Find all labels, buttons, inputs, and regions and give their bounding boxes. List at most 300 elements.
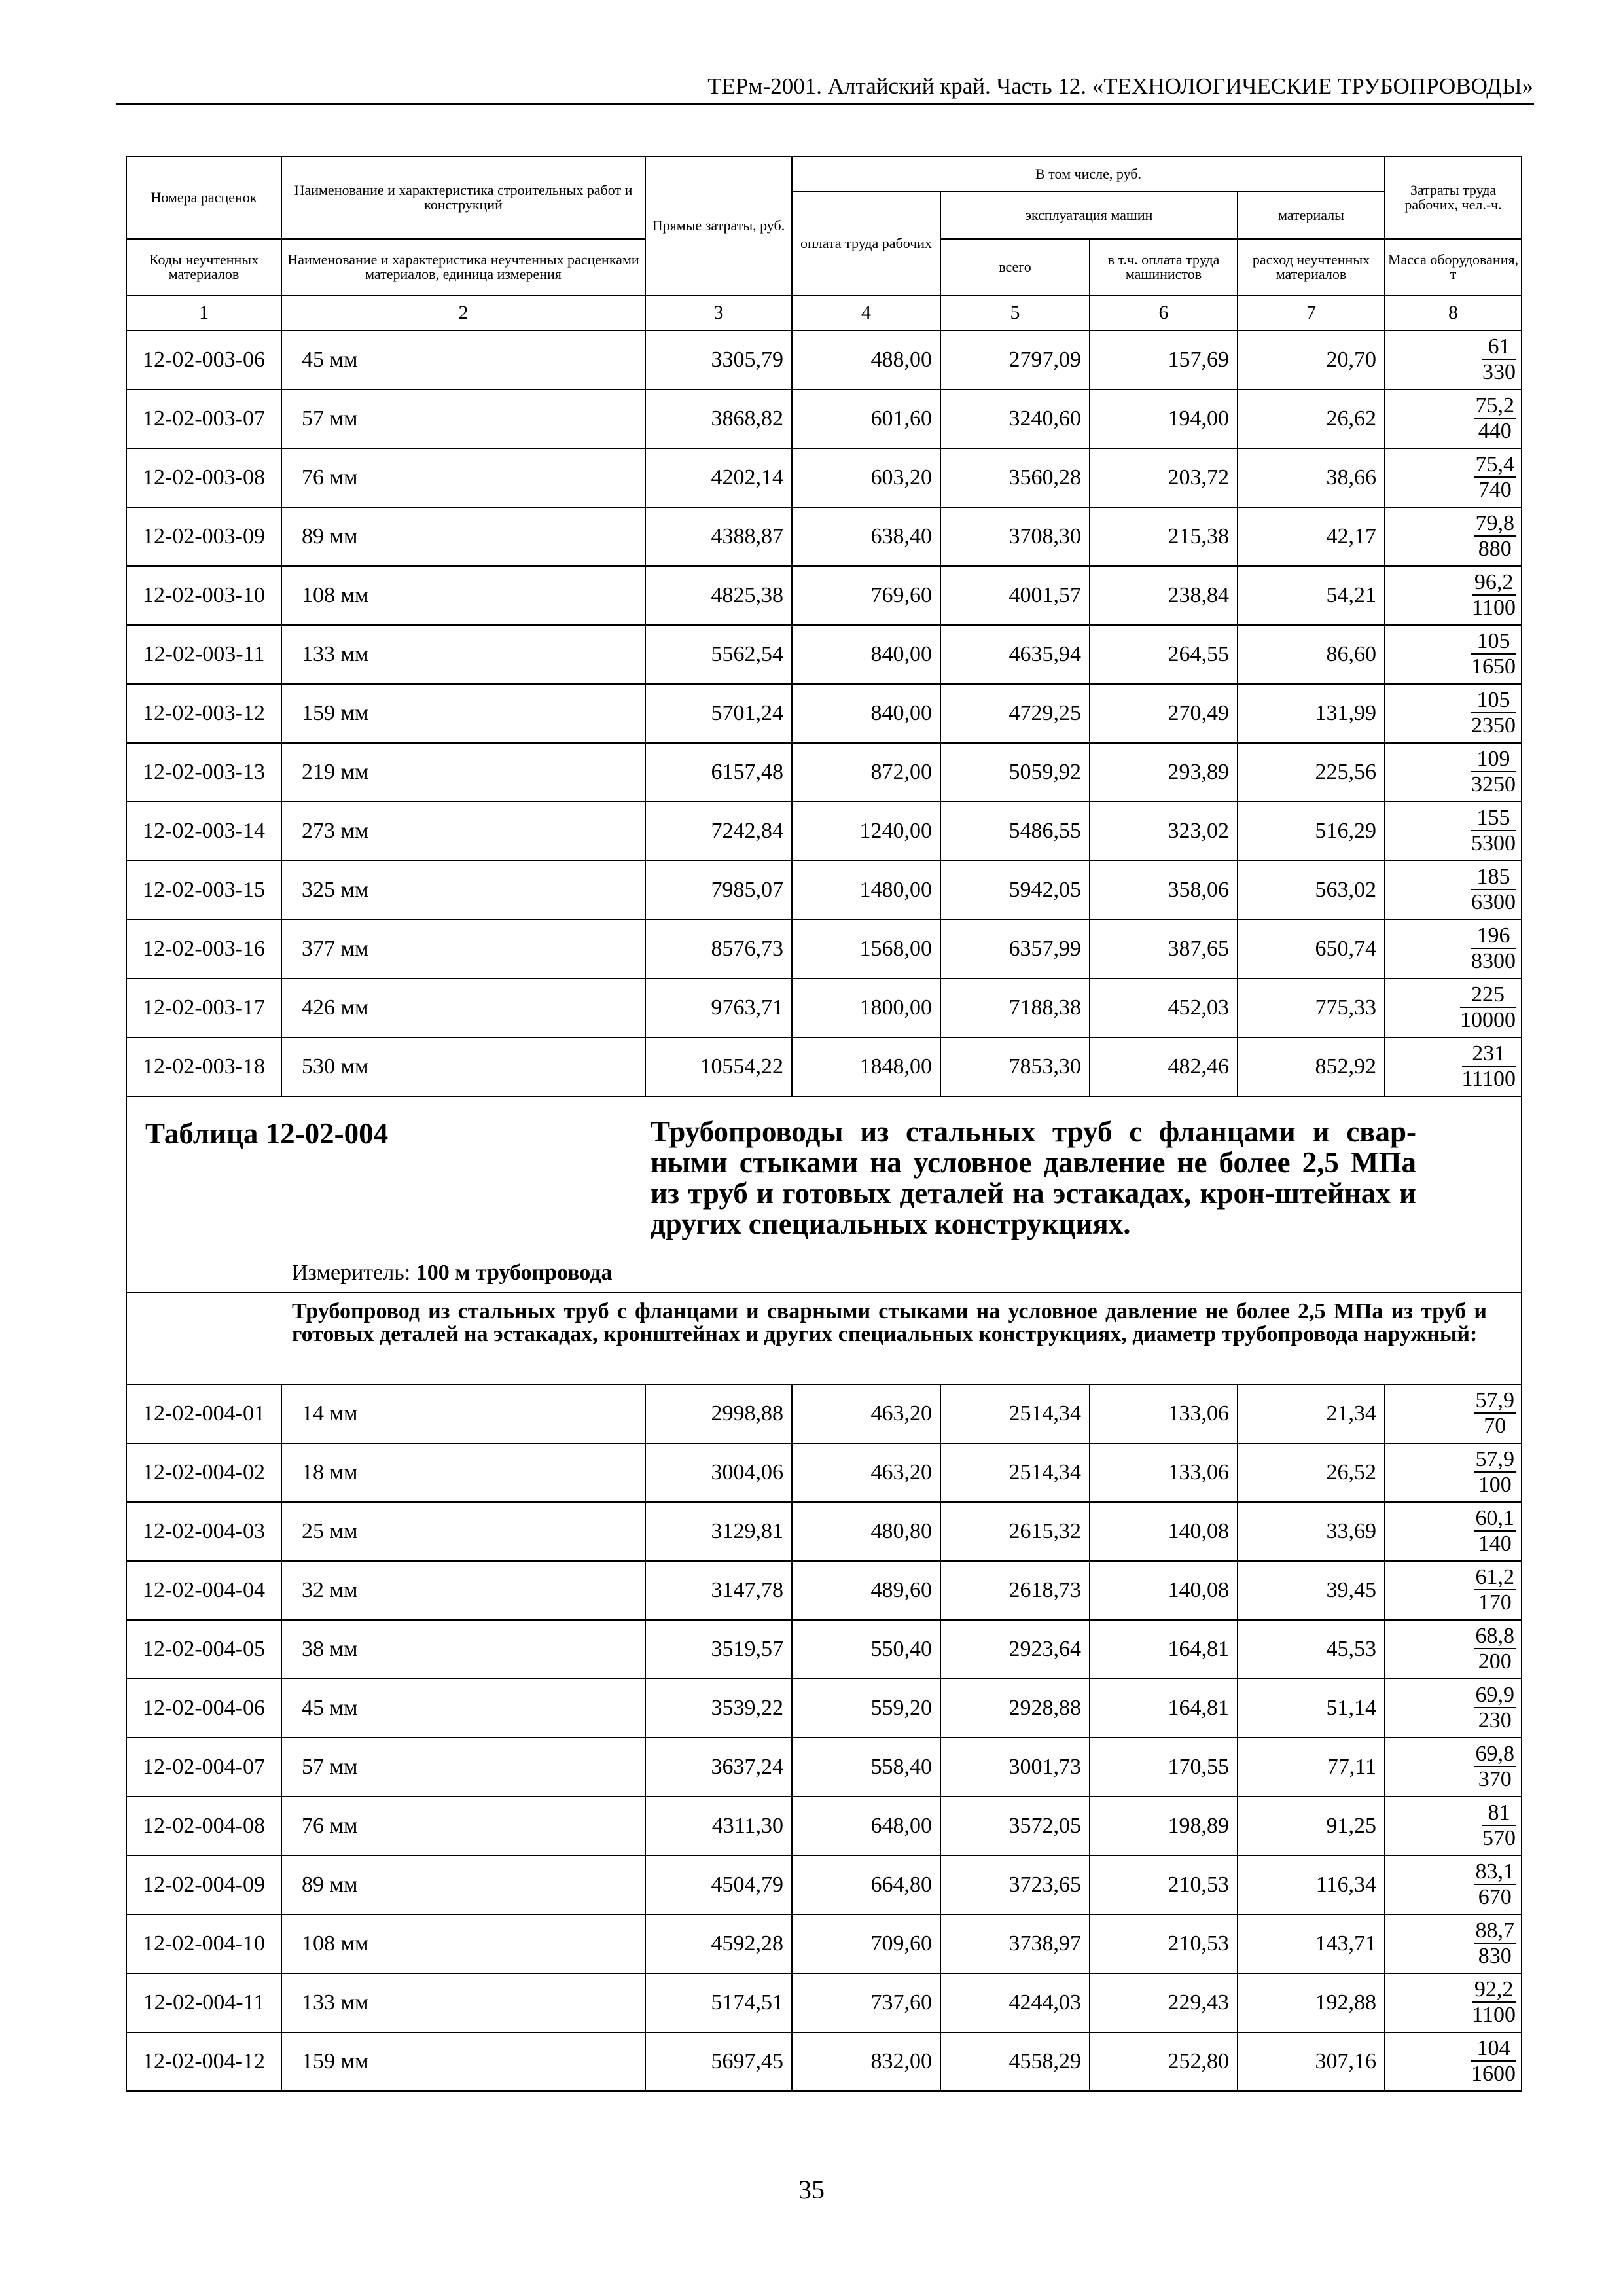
machine-total: 2514,34 [940, 1384, 1090, 1443]
rate-code: 12-02-004-02 [126, 1443, 281, 1502]
rate-code: 12-02-003-10 [126, 566, 281, 625]
machine-total: 3708,30 [940, 507, 1090, 566]
labor-mass-fraction [1385, 684, 1522, 743]
table-row [126, 1037, 1522, 1096]
labor-hours: 105 [1471, 689, 1516, 713]
machinist-wages: 140,08 [1090, 1561, 1238, 1620]
col2-header-bottom: Наименование и характеристика неучтенных расценками материалов, единица измерения [281, 239, 645, 295]
materials-cost: 42,17 [1238, 507, 1385, 566]
table-row [126, 1443, 1522, 1502]
equipment-mass: 1600 [1471, 2061, 1516, 2086]
column-number: 1 [126, 295, 281, 331]
table-row [126, 507, 1522, 566]
materials-cost: 38,66 [1238, 448, 1385, 507]
machinist-wages: 133,06 [1090, 1384, 1238, 1443]
machinist-wages: 215,38 [1090, 507, 1238, 566]
labor-wages: 603,20 [792, 448, 940, 507]
labor-hours: 109 [1471, 748, 1516, 772]
machinist-wages: 194,00 [1090, 389, 1238, 448]
labor-mass-fraction [1385, 1973, 1522, 2032]
table-row [126, 743, 1522, 802]
labor-mass-fraction [1385, 1738, 1522, 1797]
table-title: Трубопроводы из стальных труб с фланцами и свар-ными стыками на условное давление не более 2,5 МПа из труб и готовых деталей на эстакадах, крон-штейнах и других специальных конструкциях. [651, 1115, 1416, 1240]
labor-hours: 196 [1471, 925, 1516, 949]
work-name: 133 мм [281, 1973, 645, 2032]
machinist-wages: 164,81 [1090, 1679, 1238, 1738]
labor-mass-fraction [1385, 978, 1522, 1037]
machine-total: 2797,09 [940, 331, 1090, 389]
fraction [1471, 2037, 1516, 2085]
labor-hours: 61 [1482, 336, 1516, 360]
direct-costs: 9763,71 [645, 978, 792, 1037]
labor-hours: 81 [1482, 1802, 1516, 1826]
direct-costs: 3519,57 [645, 1620, 792, 1679]
equipment-mass: 2350 [1471, 713, 1516, 738]
direct-costs: 5701,24 [645, 684, 792, 743]
materials-cost: 225,56 [1238, 743, 1385, 802]
table-row [126, 2032, 1522, 2091]
rate-code: 12-02-004-04 [126, 1561, 281, 1620]
labor-wages: 463,20 [792, 1384, 940, 1443]
machine-total: 3723,65 [940, 1856, 1090, 1914]
labor-wages: 664,80 [792, 1856, 940, 1914]
direct-costs: 3147,78 [645, 1561, 792, 1620]
direct-costs: 3868,82 [645, 389, 792, 448]
materials-cost: 54,21 [1238, 566, 1385, 625]
materials-cost: 775,33 [1238, 978, 1385, 1037]
table-004-heading [126, 1096, 1522, 1293]
materials-cost: 77,11 [1238, 1738, 1385, 1797]
table-row [126, 448, 1522, 507]
materials-cost: 307,16 [1238, 2032, 1385, 2091]
fraction [1474, 1448, 1516, 1496]
materials-cost: 20,70 [1238, 331, 1385, 389]
fraction [1482, 1802, 1516, 1850]
table-description: Трубопровод из стальных труб с фланцами и сварными стыками на условное давление не более 2,5 МПа из труб и готовых деталей на эстакадах, кронштейнах и других специальных конструкциях, диаметр трубопровода наружный: [292, 1299, 1488, 1346]
table-row [126, 566, 1522, 625]
work-name: 32 мм [281, 1561, 645, 1620]
machine-total: 2615,32 [940, 1502, 1090, 1561]
column-number: 7 [1238, 295, 1385, 331]
work-name: 18 мм [281, 1443, 645, 1502]
column-number: 8 [1385, 295, 1522, 331]
equipment-mass: 200 [1478, 1649, 1512, 1674]
machine-total: 5942,05 [940, 861, 1090, 920]
materials-cost: 26,62 [1238, 389, 1385, 448]
running-header: ТЕРм-2001. Алтайский край. Часть 12. «ТЕХНОЛОГИЧЕСКИЕ ТРУБОПРОВОДЫ» [707, 73, 1533, 99]
labor-wages: 1480,00 [792, 861, 940, 920]
machinist-wages: 293,89 [1090, 743, 1238, 802]
machine-total: 3738,97 [940, 1914, 1090, 1973]
measure-unit [292, 1261, 613, 1285]
fraction [1474, 512, 1516, 560]
materials-cost: 91,25 [1238, 1797, 1385, 1856]
work-name: 89 мм [281, 1856, 645, 1914]
table-row [126, 1914, 1522, 1973]
labor-wages: 480,80 [792, 1502, 940, 1561]
materials-cost: 192,88 [1238, 1973, 1385, 2032]
direct-costs: 5697,45 [645, 2032, 792, 2091]
table-row [126, 1502, 1522, 1561]
labor-mass-fraction [1385, 1384, 1522, 1443]
labor-wages: 489,60 [792, 1561, 940, 1620]
equipment-mass: 140 [1478, 1531, 1512, 1556]
machinist-wages: 264,55 [1090, 625, 1238, 684]
labor-mass-fraction [1385, 1037, 1522, 1096]
direct-costs: 2998,88 [645, 1384, 792, 1443]
table-row [126, 920, 1522, 978]
materials-cost: 86,60 [1238, 625, 1385, 684]
machine-total: 3560,28 [940, 448, 1090, 507]
equipment-mass: 740 [1478, 477, 1512, 502]
fraction [1474, 1861, 1516, 1909]
col2-header-top: Наименование и характеристика строительных работ и конструкций [281, 156, 645, 239]
table-row [126, 1384, 1522, 1443]
labor-hours: 57,9 [1475, 1388, 1515, 1412]
work-name: 108 мм [281, 566, 645, 625]
column-number: 6 [1090, 295, 1238, 331]
labor-wages: 559,20 [792, 1679, 940, 1738]
labor-mass-fraction [1385, 920, 1522, 978]
machine-total: 3572,05 [940, 1797, 1090, 1856]
fraction [1472, 571, 1516, 619]
machine-total: 4729,25 [940, 684, 1090, 743]
work-name: 273 мм [281, 802, 645, 861]
measure-label: Измеритель: [292, 1261, 411, 1285]
table-row [126, 1561, 1522, 1620]
equipment-mass: 70 [1484, 1413, 1507, 1438]
machinist-wages: 210,53 [1090, 1856, 1238, 1914]
fraction [1474, 395, 1516, 442]
work-name: 38 мм [281, 1620, 645, 1679]
labor-mass-fraction [1385, 1679, 1522, 1738]
labor-mass-fraction [1385, 1856, 1522, 1914]
rate-code: 12-02-003-08 [126, 448, 281, 507]
rate-code: 12-02-004-05 [126, 1620, 281, 1679]
labor-mass-fraction [1385, 389, 1522, 448]
machine-total: 5059,92 [940, 743, 1090, 802]
table-row [126, 861, 1522, 920]
labor-mass-fraction [1385, 861, 1522, 920]
machinist-wages: 323,02 [1090, 802, 1238, 861]
table-label: Таблица 12-02-004 [145, 1117, 389, 1150]
fraction [1474, 1566, 1516, 1614]
machine-total: 4635,94 [940, 625, 1090, 684]
materials-cost: 650,74 [1238, 920, 1385, 978]
fraction [1471, 748, 1516, 796]
labor-hours: 60,1 [1475, 1505, 1515, 1530]
table-row [126, 1620, 1522, 1679]
labor-hours: 231 [1462, 1043, 1516, 1067]
fraction [1482, 336, 1516, 384]
labor-wages: 840,00 [792, 684, 940, 743]
equipment-mass: 170 [1478, 1590, 1512, 1615]
rate-code: 12-02-004-11 [126, 1973, 281, 2032]
work-name: 14 мм [281, 1384, 645, 1443]
labor-wages: 463,20 [792, 1443, 940, 1502]
work-name: 530 мм [281, 1037, 645, 1096]
direct-costs: 3129,81 [645, 1502, 792, 1561]
page-number: 35 [798, 2175, 825, 2204]
labor-wages: 638,40 [792, 507, 940, 566]
fraction [1471, 689, 1516, 737]
direct-costs: 4825,38 [645, 566, 792, 625]
table-row [126, 802, 1522, 861]
rate-code: 12-02-004-09 [126, 1856, 281, 1914]
machinist-wages: 270,49 [1090, 684, 1238, 743]
rate-code: 12-02-004-06 [126, 1679, 281, 1738]
machinist-wages: 238,84 [1090, 566, 1238, 625]
machinist-wages: 358,06 [1090, 861, 1238, 920]
table-row [126, 389, 1522, 448]
materials-cost: 143,71 [1238, 1914, 1385, 1973]
direct-costs: 3539,22 [645, 1679, 792, 1738]
labor-mass-fraction [1385, 448, 1522, 507]
machinist-wages: 252,80 [1090, 2032, 1238, 2091]
direct-costs: 4504,79 [645, 1856, 792, 1914]
fraction [1474, 1920, 1516, 1967]
labor-mass-fraction [1385, 1914, 1522, 1973]
table-row [126, 625, 1522, 684]
labor-wages: 488,00 [792, 331, 940, 389]
work-name: 377 мм [281, 920, 645, 978]
machine-total: 6357,99 [940, 920, 1090, 978]
table-row [126, 1797, 1522, 1856]
labor-hours: 185 [1471, 866, 1516, 890]
equipment-mass: 1650 [1471, 654, 1516, 679]
work-name: 325 мм [281, 861, 645, 920]
equipment-mass: 230 [1478, 1708, 1512, 1732]
rate-code: 12-02-003-14 [126, 802, 281, 861]
machinist-wages: 210,53 [1090, 1914, 1238, 1973]
materials-cost: 116,34 [1238, 1856, 1385, 1914]
fraction [1471, 630, 1516, 678]
materials-cost: 45,53 [1238, 1620, 1385, 1679]
rate-code: 12-02-003-17 [126, 978, 281, 1037]
col1-header-bottom: Коды неучтенных материалов [126, 239, 281, 295]
direct-costs: 4388,87 [645, 507, 792, 566]
measure-value: 100 м трубопровода [416, 1261, 613, 1285]
work-name: 76 мм [281, 448, 645, 507]
equipment-mass: 8300 [1471, 948, 1516, 973]
labor-wages: 840,00 [792, 625, 940, 684]
equipment-mass: 10000 [1460, 1007, 1516, 1032]
work-name: 108 мм [281, 1914, 645, 1973]
machine-total: 7188,38 [940, 978, 1090, 1037]
group-materials-header: материалы [1238, 192, 1385, 239]
labor-mass-fraction [1385, 2032, 1522, 2091]
table-004-description-row [126, 1293, 1522, 1384]
labor-wages: 769,60 [792, 566, 940, 625]
fraction [1474, 1507, 1516, 1555]
direct-costs: 5562,54 [645, 625, 792, 684]
materials-cost: 39,45 [1238, 1561, 1385, 1620]
labor-mass-fraction [1385, 802, 1522, 861]
table-004-description-cell [126, 1293, 1522, 1384]
rate-code: 12-02-003-13 [126, 743, 281, 802]
labor-wages: 550,40 [792, 1620, 940, 1679]
labor-wages: 1568,00 [792, 920, 940, 978]
rate-code: 12-02-003-06 [126, 331, 281, 389]
machine-total: 2514,34 [940, 1443, 1090, 1502]
table-row [126, 1973, 1522, 2032]
equipment-mass: 670 [1478, 1884, 1512, 1909]
labor-hours: 69,8 [1475, 1741, 1515, 1766]
equipment-mass: 440 [1478, 418, 1512, 443]
fraction [1460, 984, 1516, 1031]
labor-wages: 872,00 [792, 743, 940, 802]
fraction [1471, 807, 1516, 855]
materials-cost: 516,29 [1238, 802, 1385, 861]
col8-header-top: Затраты труда рабочих, чел.-ч. [1385, 156, 1522, 239]
labor-mass-fraction [1385, 507, 1522, 566]
direct-costs: 4592,28 [645, 1914, 792, 1973]
col3-header: Прямые затраты, руб. [645, 156, 792, 295]
machinist-wages: 164,81 [1090, 1620, 1238, 1679]
machine-total: 4244,03 [940, 1973, 1090, 2032]
rate-code: 12-02-003-18 [126, 1037, 281, 1096]
col4-header: оплата труда рабочих [792, 192, 940, 295]
fraction [1471, 866, 1516, 914]
materials-cost: 33,69 [1238, 1502, 1385, 1561]
labor-mass-fraction [1385, 566, 1522, 625]
table-row [126, 978, 1522, 1037]
column-number: 2 [281, 295, 645, 331]
machinist-wages: 482,46 [1090, 1037, 1238, 1096]
labor-wages: 709,60 [792, 1914, 940, 1973]
labor-hours: 96,2 [1472, 571, 1516, 596]
column-number: 3 [645, 295, 792, 331]
col7-header: расход неучтенных материалов [1238, 239, 1385, 295]
labor-hours: 104 [1471, 2037, 1516, 2062]
labor-wages: 648,00 [792, 1797, 940, 1856]
fraction [1472, 1979, 1516, 2026]
direct-costs: 4311,30 [645, 1797, 792, 1856]
work-name: 25 мм [281, 1502, 645, 1561]
machinist-wages: 133,06 [1090, 1443, 1238, 1502]
table-004-heading-row [126, 1096, 1522, 1293]
direct-costs: 3305,79 [645, 331, 792, 389]
rate-code: 12-02-003-07 [126, 389, 281, 448]
machinist-wages: 229,43 [1090, 1973, 1238, 2032]
labor-mass-fraction [1385, 1443, 1522, 1502]
rate-code: 12-02-004-08 [126, 1797, 281, 1856]
equipment-mass: 570 [1482, 1825, 1516, 1850]
work-name: 57 мм [281, 1738, 645, 1797]
col1-header-top: Номера расценок [126, 156, 281, 239]
machine-total: 2618,73 [940, 1561, 1090, 1620]
equipment-mass: 370 [1478, 1767, 1512, 1791]
work-name: 426 мм [281, 978, 645, 1037]
labor-hours: 57,9 [1475, 1446, 1515, 1471]
labor-hours: 88,7 [1475, 1918, 1515, 1943]
direct-costs: 4202,14 [645, 448, 792, 507]
machine-total: 5486,55 [940, 802, 1090, 861]
group-machines-header: эксплуатация машин [940, 192, 1238, 239]
fraction [1462, 1043, 1516, 1090]
machine-total: 3240,60 [940, 389, 1090, 448]
equipment-mass: 5300 [1471, 831, 1516, 855]
rate-code: 12-02-004-07 [126, 1738, 281, 1797]
direct-costs: 8576,73 [645, 920, 792, 978]
machinist-wages: 387,65 [1090, 920, 1238, 978]
machine-total: 4001,57 [940, 566, 1090, 625]
work-name: 133 мм [281, 625, 645, 684]
fraction [1474, 1743, 1516, 1791]
machinist-wages: 198,89 [1090, 1797, 1238, 1856]
labor-hours: 75,4 [1475, 452, 1515, 476]
machine-total: 3001,73 [940, 1738, 1090, 1797]
machinist-wages: 203,72 [1090, 448, 1238, 507]
labor-mass-fraction [1385, 1561, 1522, 1620]
materials-cost: 131,99 [1238, 684, 1385, 743]
col6-header: в т.ч. оплата труда машинистов [1090, 239, 1238, 295]
work-name: 57 мм [281, 389, 645, 448]
rate-code: 12-02-003-15 [126, 861, 281, 920]
labor-mass-fraction [1385, 743, 1522, 802]
labor-wages: 832,00 [792, 2032, 940, 2091]
machinist-wages: 170,55 [1090, 1738, 1238, 1797]
labor-hours: 105 [1471, 630, 1516, 655]
col8-header-bottom: Масса оборудования, т [1385, 239, 1522, 295]
labor-mass-fraction [1385, 1620, 1522, 1679]
table-row [126, 1738, 1522, 1797]
machine-total: 2928,88 [940, 1679, 1090, 1738]
equipment-mass: 1100 [1472, 2002, 1516, 2027]
equipment-mass: 830 [1478, 1943, 1512, 1968]
header-rule [116, 103, 1534, 105]
table-row [126, 1679, 1522, 1738]
equipment-mass: 330 [1482, 359, 1516, 384]
equipment-mass: 880 [1478, 536, 1512, 561]
equipment-mass: 1100 [1472, 595, 1516, 620]
labor-mass-fraction [1385, 331, 1522, 389]
materials-cost: 26,52 [1238, 1443, 1385, 1502]
labor-wages: 1800,00 [792, 978, 940, 1037]
labor-hours: 79,8 [1475, 511, 1515, 535]
labor-wages: 558,40 [792, 1738, 940, 1797]
equipment-mass: 11100 [1461, 1066, 1516, 1091]
labor-hours: 61,2 [1475, 1564, 1515, 1589]
labor-wages: 601,60 [792, 389, 940, 448]
work-name: 45 мм [281, 1679, 645, 1738]
table-row [126, 684, 1522, 743]
labor-mass-fraction [1385, 625, 1522, 684]
work-name: 159 мм [281, 2032, 645, 2091]
table-row [126, 331, 1522, 389]
direct-costs: 6157,48 [645, 743, 792, 802]
column-number: 5 [940, 295, 1090, 331]
machinist-wages: 140,08 [1090, 1502, 1238, 1561]
labor-hours: 225 [1460, 984, 1516, 1008]
materials-cost: 563,02 [1238, 861, 1385, 920]
machinist-wages: 452,03 [1090, 978, 1238, 1037]
column-number: 4 [792, 295, 940, 331]
machine-total: 7853,30 [940, 1037, 1090, 1096]
labor-mass-fraction [1385, 1502, 1522, 1561]
direct-costs: 5174,51 [645, 1973, 792, 2032]
rate-code: 12-02-003-11 [126, 625, 281, 684]
direct-costs: 10554,22 [645, 1037, 792, 1096]
labor-wages: 1848,00 [792, 1037, 940, 1096]
equipment-mass: 6300 [1471, 889, 1516, 914]
materials-cost: 51,14 [1238, 1679, 1385, 1738]
col5-header: всего [940, 239, 1090, 295]
labor-hours: 68,8 [1475, 1623, 1515, 1648]
labor-wages: 1240,00 [792, 802, 940, 861]
equipment-mass: 3250 [1471, 772, 1516, 797]
direct-costs: 3004,06 [645, 1443, 792, 1502]
